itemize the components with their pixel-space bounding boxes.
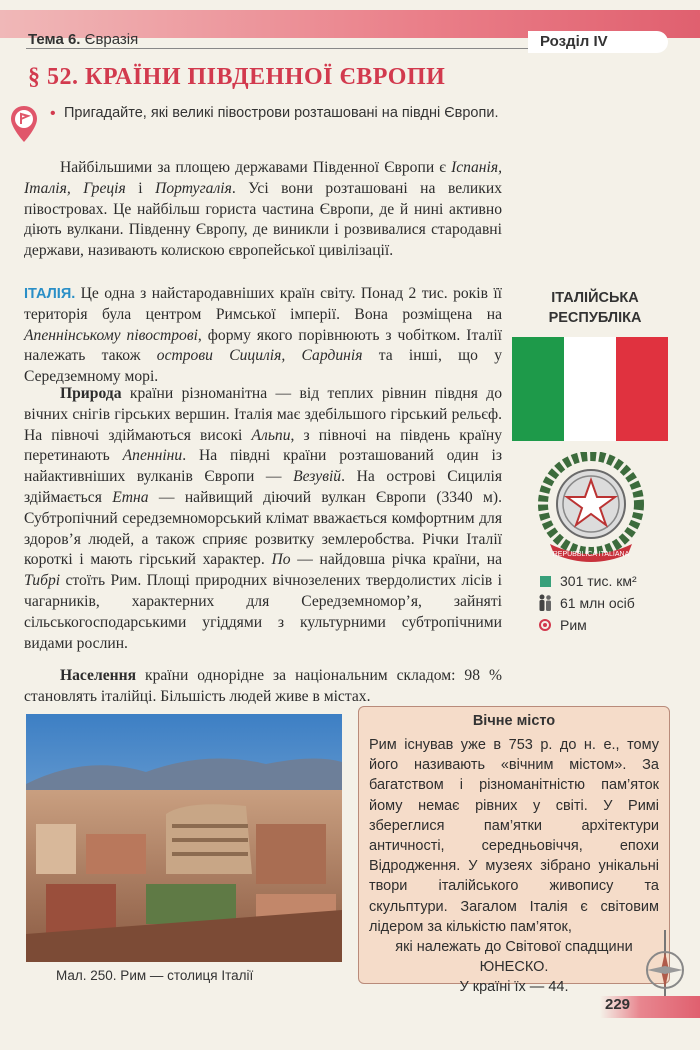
fact-area xyxy=(534,570,637,592)
text-run: та інші, що у Середземному морі. xyxy=(24,347,503,386)
text-run: . На острові Сицилія здіймається xyxy=(24,468,502,506)
text-run: Населення xyxy=(60,667,137,684)
text-run: Тибрі xyxy=(24,572,61,590)
country-title: ІТАЛІЙСЬКА РЕСПУБЛІКА xyxy=(548,290,642,326)
recall-pin-icon xyxy=(8,104,40,144)
page-number: 229 xyxy=(605,996,631,1013)
note-count: У країні їх — 44. xyxy=(459,979,569,996)
photo-caption: Мал. 250. Рим — столиця Італії xyxy=(56,968,254,983)
text-run: , з півночі на південь країну перетинають xyxy=(24,426,502,465)
text-run: По xyxy=(271,551,291,569)
text-run: стоїть Рим. Площі природних вічнозелених твердолистих лісів і чагарників, характерних для Середземномор’я, зайняті сільськогосподарськими угіддями з культурними субтропічними видами рослин. xyxy=(24,572,502,652)
text-run: Апеннінському півострові xyxy=(24,326,198,344)
topic-name: Євразія xyxy=(84,31,139,48)
text-run: — найдовша річка країни, на xyxy=(290,551,502,569)
text-run: і xyxy=(125,179,156,197)
header-rule xyxy=(26,48,546,49)
text-run: Португалія xyxy=(155,179,232,197)
text-run: Іспанія, Італія, Греція xyxy=(24,159,502,197)
text-run: Найбільшими за площею державами Південної Європи є xyxy=(60,159,452,176)
nature-paragraph xyxy=(24,384,502,654)
emblem-text: REPUBBLICA ITALIANA xyxy=(552,551,630,558)
text-run: Везувій xyxy=(293,468,342,486)
text-run: Природа xyxy=(60,385,122,402)
note-text: Рим існував уже в 753 р. до н. е., тому його називають «вічним містом». За багатством і різноманітністю пам’яток йому немає рівних у світі. У Римі збереглися пам’ятки архітектури античності, середньовіччя, епохи Відродження. У музеях зібрано унікальні твори італійського живопису та скульптури. Загалом Італія є світовим лідером за кількістю пам’яток, xyxy=(369,737,659,935)
text-run: Альпи xyxy=(251,426,291,444)
area-value: 301 тис. км² xyxy=(560,573,637,589)
rome-photo xyxy=(26,714,342,962)
compass-icon xyxy=(640,930,690,1000)
flag-stripe-white xyxy=(564,337,616,441)
text-run: Це одна з найстародавніших країн світу. Понад 2 тис. років її територія була центром Римської імперії. Вона розміщена на xyxy=(24,285,502,323)
italy-flag xyxy=(512,337,668,441)
italy-emblem-icon xyxy=(536,452,646,564)
text-run: Апенніни xyxy=(122,447,183,465)
text-run: Етна xyxy=(112,488,149,506)
area-square-icon xyxy=(534,576,556,587)
italy-paragraph xyxy=(24,284,502,388)
people-icon xyxy=(534,594,556,612)
fact-capital xyxy=(534,614,637,636)
text-run: країни різноманітна — від теплих рівнин півдня до вічних снігів гірських вершин. Італія має здебільшого гірський рельєф. На півночі здіймаються високі xyxy=(24,385,502,444)
note-body xyxy=(369,735,659,998)
text-run: . На півдні країни розташований один із найактивніших вулканів Європи — xyxy=(24,447,502,486)
population-paragraph xyxy=(24,666,502,708)
flag-stripe-green xyxy=(512,337,564,441)
lesson-title: § 52. КРАЇНИ ПІВДЕННОЇ ЄВРОПИ xyxy=(28,64,446,90)
topic-label: Тема 6. xyxy=(28,31,81,48)
capital-icon xyxy=(534,619,556,631)
section-label: Розділ IV xyxy=(528,31,668,53)
text-run: острови Сицилія, Сардинія xyxy=(156,347,363,365)
eternal-city-box xyxy=(358,706,670,996)
text-run: , форму якого порівнюють з чобітком. Італії належать також xyxy=(24,326,502,365)
text-run: — найвищий діючий вулкан Європи (3340 м). Субтропічний середземноморський клімат вважається комфортним для здоров’я людей, а також сприяє розвитку землеробства. Річки Італії короткі і мають гірський характер. xyxy=(24,488,502,569)
text-run: . Усі вони розташовані на великих півостровах. Це найбільш гориста частина Європи, де й нині активно діють вулкани. Південну Європу, де виникли і розвивалися стародавні держави, називають колискою європейської цивілізації. xyxy=(24,179,502,260)
capital-value: Рим xyxy=(560,617,587,633)
recall-question: • Пригадайте, які великі півострови розташовані на півдні Європи. xyxy=(50,104,510,123)
flag-stripe-red xyxy=(616,337,668,441)
fact-population xyxy=(534,592,637,614)
country-facts xyxy=(534,570,637,636)
intro-paragraph xyxy=(24,158,502,262)
italy-heading: ІТАЛІЯ. xyxy=(24,286,76,302)
topic-header xyxy=(28,31,138,48)
text-run: країни однорідне за національним складом: 98 % становлять італійці. Більшість людей живе в містах. xyxy=(24,667,502,705)
note-title: Вічне місто xyxy=(472,713,556,729)
population-value: 61 млн осіб xyxy=(560,595,635,611)
note-text-end: які належать до Світової спадщини ЮНЕСКО. xyxy=(395,939,633,976)
